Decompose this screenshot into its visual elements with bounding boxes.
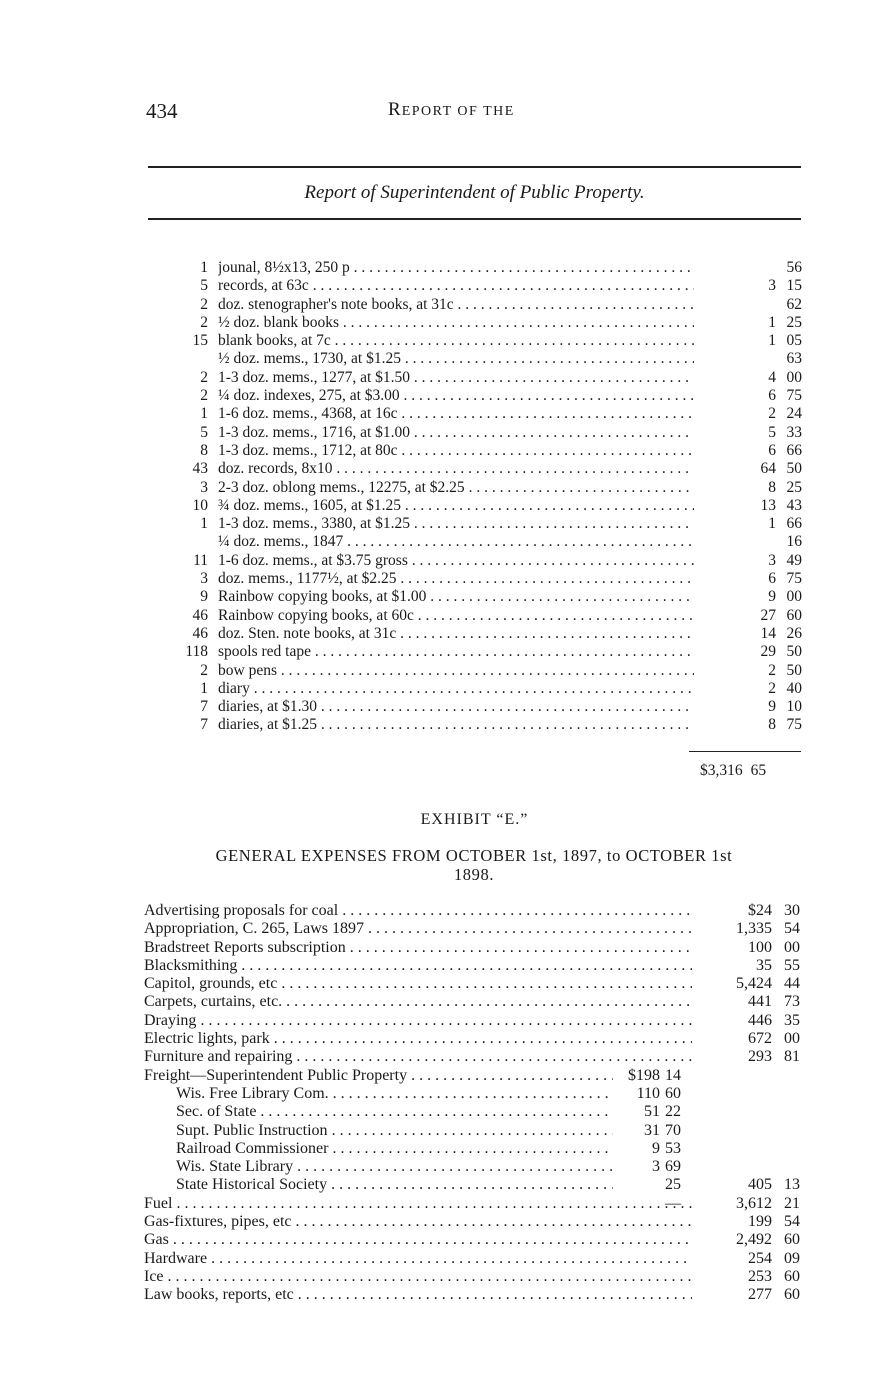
expense-cents: 44: [784, 975, 800, 993]
supply-dollars: 6: [768, 387, 776, 405]
supply-qty: 3: [200, 570, 208, 588]
supply-dollars: 27: [760, 606, 776, 624]
supply-dollars: 1: [768, 313, 776, 331]
expense-dollars: 277: [748, 1286, 772, 1304]
supply-desc: 1-6 doz. mems., 4368, at 16c . . .: [218, 405, 694, 423]
expense-row: [144, 993, 804, 1011]
supply-desc: blank books, at 7c . . .: [218, 332, 694, 350]
supplies-list: [150, 259, 802, 735]
expense-desc: Carpets, curtains, etc. . . .: [144, 993, 692, 1011]
supply-row: [150, 680, 802, 698]
general-heading-line2: 1898.: [453, 865, 495, 884]
expense-cents: 55: [784, 956, 800, 974]
supply-desc: 1-3 doz. mems., 1712, at 80c . . .: [218, 442, 694, 460]
expense-desc: Blacksmithing . . .: [144, 957, 692, 975]
supply-row: [150, 405, 802, 423]
supply-dollars: 6: [768, 570, 776, 588]
freight-sub-dollars: $198: [628, 1066, 660, 1084]
expense-dollars: 672: [748, 1030, 772, 1048]
supply-qty: 43: [192, 460, 208, 478]
supply-row: [150, 662, 802, 680]
expense-dollars: 293: [748, 1048, 772, 1066]
expense-dollars: 441: [748, 993, 772, 1011]
supply-qty: 1: [200, 259, 208, 276]
supply-row: [150, 424, 802, 442]
supply-cents: 25: [786, 478, 802, 496]
expense-dollars: 35: [756, 956, 772, 974]
supply-qty: 9: [200, 588, 208, 606]
expense-desc: Draying . . .: [144, 1012, 692, 1030]
expense-desc: Law books, reports, etc . . .: [144, 1286, 692, 1304]
freight-row: [144, 1067, 804, 1085]
supply-row: [150, 442, 802, 460]
supply-desc: doz. stenographer's note books, at 31c . . .: [218, 296, 694, 314]
supply-row: [150, 698, 802, 716]
expense-cents: 00: [784, 1030, 800, 1048]
supply-desc: ¼ doz. indexes, 275, at $3.00 . . .: [218, 387, 694, 405]
general-heading-line1: GENERAL EXPENSES FROM OCTOBER 1st, 1897, to OCTOBER 1st: [215, 846, 733, 865]
supply-cents: 75: [786, 387, 802, 405]
expense-desc: Gas . . .: [144, 1231, 692, 1249]
supply-row: [150, 387, 802, 405]
expense-cents: 54: [784, 920, 800, 938]
supply-desc: 1-3 doz. mems., 1716, at $1.00 . . .: [218, 424, 694, 442]
supply-dollars: 14: [760, 624, 776, 642]
freight-desc: Freight—Superintendent Public Property . . .: [144, 1067, 613, 1085]
expense-cents: 09: [784, 1249, 800, 1267]
expense-cents: 00: [784, 938, 800, 956]
supply-dollars: 8: [768, 716, 776, 734]
freight-sub-dollars: 3: [652, 1158, 660, 1176]
supply-qty: 5: [200, 277, 208, 295]
expense-desc: Electric lights, park . . .: [144, 1030, 692, 1048]
supply-cents: 75: [786, 570, 802, 588]
running-head-initial: R: [388, 99, 402, 120]
supply-dollars: 8: [768, 478, 776, 496]
supply-row: [150, 643, 802, 661]
freight-sub-cents: 60: [665, 1084, 681, 1102]
supply-cents: 66: [786, 515, 802, 533]
expense-row: [144, 1012, 804, 1030]
supply-cents: 24: [786, 405, 802, 423]
supply-desc: 1-3 doz. mems., 3380, at $1.25 . . .: [218, 515, 694, 533]
supply-row: [150, 350, 802, 368]
supply-row: [150, 369, 802, 387]
freight-row: [144, 1158, 804, 1176]
expense-row: [144, 1030, 804, 1048]
supply-cents: 26: [786, 624, 802, 642]
supply-cents: 50: [786, 661, 802, 679]
supply-desc: Rainbow copying books, at 60c . . .: [218, 607, 694, 625]
supply-desc: ½ doz. blank books . . .: [218, 314, 694, 332]
supply-cents: 56: [786, 259, 802, 276]
supply-cents: 50: [786, 460, 802, 478]
expense-dollars: 3,612: [736, 1194, 772, 1212]
expense-row: [144, 902, 804, 920]
freight-desc: Wis. State Library . . .: [176, 1158, 613, 1176]
supply-desc: ½ doz. mems., 1730, at $1.25 . . .: [218, 350, 694, 368]
supply-dollars: 9: [768, 698, 776, 716]
expense-row: [144, 1250, 804, 1268]
freight-row: [144, 1103, 804, 1121]
supply-dollars: 3: [768, 551, 776, 569]
expense-dollars: 100: [748, 938, 772, 956]
expense-cents: 60: [784, 1231, 800, 1249]
supply-desc: diary . . .: [218, 680, 694, 698]
supply-cents: 33: [786, 423, 802, 441]
expense-row: [144, 920, 804, 938]
supply-desc: doz. mems., 1177½, at $2.25 . . .: [218, 570, 694, 588]
supply-dollars: 2: [768, 405, 776, 423]
freight-desc: State Historical Society . . .: [176, 1176, 613, 1194]
supply-qty: 1: [200, 515, 208, 533]
supply-qty: 46: [192, 624, 208, 642]
supply-desc: 1-6 doz. mems., at $3.75 gross . . .: [218, 552, 694, 570]
freight-sub-cents: 25—: [665, 1176, 681, 1212]
supply-row: [150, 552, 802, 570]
supply-desc: 2-3 doz. oblong mems., 12275, at $2.25 . . .: [218, 479, 694, 497]
expense-row: [144, 1213, 804, 1231]
supply-cents: 49: [786, 551, 802, 569]
supply-qty: 8: [200, 441, 208, 459]
total-rule: [689, 751, 801, 752]
supply-row: [150, 607, 802, 625]
freight-sub-cents: 69: [665, 1158, 681, 1176]
freight-sub-cents: 53: [665, 1139, 681, 1157]
total-cents: 65: [750, 762, 767, 779]
freight-sub-dollars: 51: [644, 1103, 660, 1121]
page-number: 434: [146, 99, 178, 123]
supply-row: [150, 570, 802, 588]
supply-row: [150, 588, 802, 606]
section-title: Report of Superintendent of Public Property.: [304, 182, 645, 203]
supply-dollars: 9: [768, 588, 776, 606]
supply-desc: spools red tape . . .: [218, 643, 694, 661]
expense-desc: Advertising proposals for coal . . .: [144, 902, 692, 920]
supply-qty: 2: [200, 313, 208, 331]
top-rule: [148, 166, 801, 168]
freight-sub-cents: 70: [665, 1121, 681, 1139]
supply-qty: 5: [200, 423, 208, 441]
supply-cents: 40: [786, 679, 802, 697]
supply-cents: 43: [786, 496, 802, 514]
supply-dollars: 2: [768, 679, 776, 697]
expense-desc: Fuel . . .: [144, 1195, 692, 1213]
supply-qty: 7: [200, 698, 208, 716]
expense-row: [144, 1286, 804, 1304]
supply-row: [150, 625, 802, 643]
freight-sub-cents: 22: [665, 1103, 681, 1121]
freight-desc: Wis. Free Library Com. . . .: [176, 1085, 613, 1103]
expense-row: [144, 957, 804, 975]
supply-desc: ¼ doz. mems., 1847 . . .: [218, 533, 694, 551]
supply-cents: 00: [786, 368, 802, 386]
expense-cents: 73: [784, 993, 800, 1011]
expense-cents: 81: [784, 1048, 800, 1066]
supply-cents: 15: [786, 277, 802, 295]
supply-row: [150, 479, 802, 497]
expense-cents: 60: [784, 1286, 800, 1304]
expense-dollars: 253: [748, 1267, 772, 1285]
supply-cents: 60: [786, 606, 802, 624]
freight-sub-dollars: 31: [644, 1121, 660, 1139]
expense-desc: Capitol, grounds, etc . . .: [144, 975, 692, 993]
supply-row: [150, 259, 802, 277]
supply-row: [150, 716, 802, 734]
expense-row: [144, 1268, 804, 1286]
supply-dollars: 1: [768, 332, 776, 350]
supply-qty: 118: [185, 643, 208, 661]
supply-qty: 10: [192, 496, 208, 514]
freight-row: [144, 1085, 804, 1103]
general-expenses-heading: [144, 846, 804, 884]
supply-qty: 46: [192, 606, 208, 624]
supply-desc: jounal, 8½x13, 250 p . . .: [218, 259, 694, 277]
expense-desc: Bradstreet Reports subscription . . .: [144, 939, 692, 957]
supply-cents: 25: [786, 313, 802, 331]
supply-dollars: 2: [768, 661, 776, 679]
freight-sub-dollars: 110: [636, 1084, 660, 1102]
expense-row: [144, 1048, 804, 1066]
supply-dollars: 29: [760, 643, 776, 661]
supply-qty: 3: [200, 478, 208, 496]
expense-desc: Furniture and repairing . . .: [144, 1048, 692, 1066]
expense-dollars: 1,335: [736, 920, 772, 938]
supply-dollars: 6: [768, 441, 776, 459]
supply-dollars: 1: [768, 515, 776, 533]
expense-row: [144, 939, 804, 957]
supply-dollars: 13: [760, 496, 776, 514]
supplies-total: [700, 762, 766, 780]
supply-desc: bow pens . . .: [218, 662, 694, 680]
supply-qty: 11: [193, 551, 208, 569]
section-rule: [148, 218, 801, 220]
supply-cents: 75: [786, 716, 802, 734]
expense-desc: Hardware . . .: [144, 1250, 692, 1268]
supply-qty: 2: [200, 368, 208, 386]
supply-qty: 2: [200, 661, 208, 679]
exhibit-title: EXHIBIT “E.”: [420, 811, 529, 828]
supply-desc: records, at 63c . . .: [218, 277, 694, 295]
supply-dollars: 64: [760, 460, 776, 478]
freight-desc: Supt. Public Instruction . . .: [176, 1122, 613, 1140]
supply-row: [150, 497, 802, 515]
freight-sub-dollars: 9: [652, 1139, 660, 1157]
supply-qty: 1: [200, 679, 208, 697]
running-head-rest: EPORT OF THE: [401, 104, 515, 119]
supply-dollars: 5: [768, 423, 776, 441]
supply-desc: diaries, at $1.25 . . .: [218, 716, 694, 734]
expense-cents: 54: [784, 1213, 800, 1231]
supply-cents: 16: [786, 533, 802, 551]
supply-desc: ¾ doz. mems., 1605, at $1.25 . . .: [218, 497, 694, 515]
supply-row: [150, 314, 802, 332]
supply-cents: 10: [786, 698, 802, 716]
expense-desc: Appropriation, C. 265, Laws 1897 . . .: [144, 920, 692, 938]
supply-row: [150, 332, 802, 350]
supply-cents: 00: [786, 588, 802, 606]
supply-desc: doz. records, 8x10 . . .: [218, 460, 694, 478]
freight-row: [144, 1140, 804, 1158]
supply-row: [150, 533, 802, 551]
expense-dollars: 5,424: [736, 975, 772, 993]
expense-dollars: 2,492: [736, 1231, 772, 1249]
supply-qty: 2: [200, 387, 208, 405]
freight-sub-cents: 14: [665, 1066, 681, 1084]
expense-cents: 60: [784, 1267, 800, 1285]
supply-desc: 1-3 doz. mems., 1277, at $1.50 . . .: [218, 369, 694, 387]
supply-row: [150, 296, 802, 314]
supply-cents: 50: [786, 643, 802, 661]
expense-desc: Ice . . .: [144, 1268, 692, 1286]
freight-desc: Sec. of State . . .: [176, 1103, 613, 1121]
expenses-list: [144, 902, 804, 1305]
supply-cents: 05: [786, 332, 802, 350]
expense-dollars: 254: [748, 1249, 772, 1267]
supply-dollars: 3: [768, 277, 776, 295]
expense-row: [144, 975, 804, 993]
expense-dollars: 446: [748, 1011, 772, 1029]
supply-desc: doz. Sten. note books, at 31c . . .: [218, 625, 694, 643]
supply-dollars: 4: [768, 368, 776, 386]
expense-cents: 30: [784, 902, 800, 919]
expense-cents: 21: [784, 1194, 800, 1212]
supply-cents: 62: [786, 295, 802, 313]
supply-row: [150, 277, 802, 295]
supply-row: [150, 515, 802, 533]
freight-cents: 13: [784, 1176, 800, 1194]
supply-qty: 7: [200, 716, 208, 734]
supply-desc: diaries, at $1.30 . . .: [218, 698, 694, 716]
expense-row: [144, 1231, 804, 1249]
expense-row: [144, 1195, 804, 1213]
supply-qty: 2: [200, 295, 208, 313]
expense-dollars: 199: [748, 1213, 772, 1231]
supply-cents: 63: [786, 350, 802, 368]
supply-qty: 15: [192, 332, 208, 350]
total-dollars: $3,316: [700, 762, 743, 779]
running-head: [388, 99, 515, 121]
freight-row: [144, 1122, 804, 1140]
freight-dollars: 405: [748, 1176, 772, 1194]
expense-cents: 35: [784, 1011, 800, 1029]
expense-desc: Gas-fixtures, pipes, etc . . .: [144, 1213, 692, 1231]
supply-cents: 66: [786, 441, 802, 459]
supply-qty: 1: [200, 405, 208, 423]
freight-desc: Railroad Commissioner . . .: [176, 1140, 613, 1158]
supply-row: [150, 460, 802, 478]
expense-dollars: $24: [748, 902, 772, 919]
supply-desc: Rainbow copying books, at $1.00 . . .: [218, 588, 694, 606]
